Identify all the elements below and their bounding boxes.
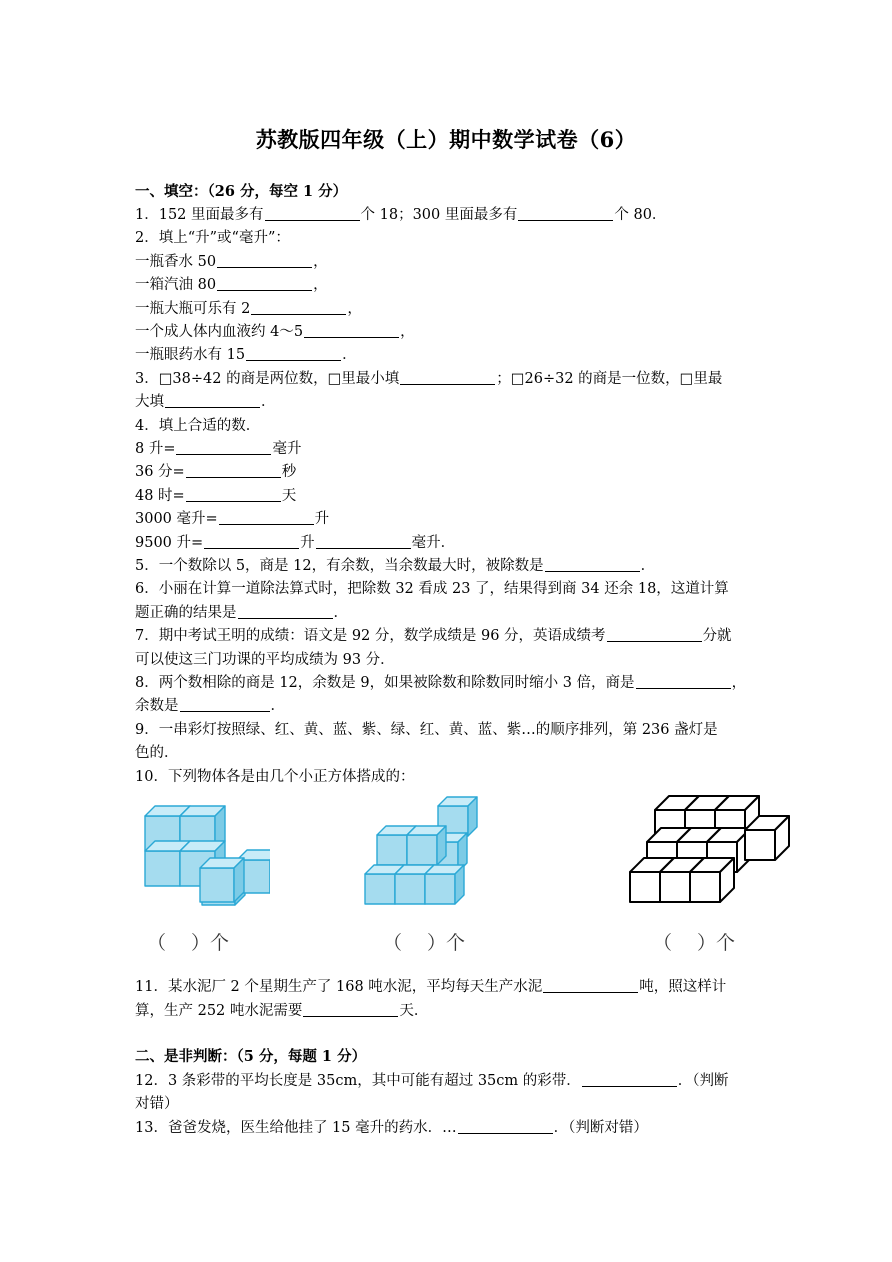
answer-blank[interactable] (238, 604, 333, 619)
question-2-item: 一箱汽油 80 ， (135, 277, 328, 293)
cube-face (365, 874, 395, 904)
cube-face (145, 851, 180, 886)
question-3: 3．□38÷42 的商是两位数，□里最小填 ；□26÷32 的商是一位数，□里最 (135, 371, 723, 387)
question-11-cont: 算，生产 252 吨水泥需要 天． (135, 1003, 429, 1019)
answer-blank[interactable] (582, 1072, 677, 1087)
question-6-cont: 题正确的结果是 ． (135, 605, 348, 621)
question-4-item: 36 分= 秒 (135, 464, 297, 480)
answer-blank[interactable] (251, 300, 346, 315)
cube-face (200, 868, 234, 902)
figure-2-caption: （ ）个 (383, 932, 466, 954)
answer-blank[interactable] (204, 534, 299, 549)
answer-blank[interactable] (217, 253, 312, 268)
question-9-cont: 色的． (135, 745, 179, 761)
answer-blank[interactable] (303, 1002, 398, 1017)
answer-blank[interactable] (180, 697, 270, 712)
answer-blank[interactable] (607, 627, 702, 642)
question-6: 6．小丽在计算一道除法算式时，把除数 32 看成 23 了，结果得到商 34 还余 18，这道计算 (135, 581, 729, 597)
question-9: 9．一串彩灯按照绿、红、黄、蓝、紫、绿、红、黄、蓝、紫…的顺序排列，第 236 盏灯是 (135, 722, 718, 738)
cube-face (377, 835, 407, 865)
figure-1-caption: （ ）个 (147, 932, 230, 954)
answer-blank[interactable] (217, 276, 312, 291)
question-5: 5．一个数除以 5，商是 12，有余数，当余数最大时，被除数是 ． (135, 558, 656, 574)
answer-blank[interactable] (400, 370, 495, 385)
section-fill-blank-heading: 一、填空：（26 分，每空 1 分） (135, 183, 348, 200)
question-8: 8．两个数相除的商是 12，余数是 9，如果被除数和除数同时缩小 3 倍，商是 ， (135, 675, 747, 691)
question-13: 13．爸爸发烧，医生给他挂了 15 毫升的药水．… ．（判断对错） (135, 1120, 648, 1136)
figure-3-caption: （ ）个 (653, 932, 736, 954)
question-12: 12．3 条彩带的平均长度是 35cm，其中可能有超过 35cm 的彩带． ．（判断 (135, 1073, 729, 1089)
answer-blank[interactable] (304, 323, 399, 338)
cube-face (407, 835, 437, 865)
question-4-item: 8 升= 毫升 (135, 441, 302, 457)
cube-figures (135, 790, 790, 955)
question-1: 1．152 里面最多有 个 18；300 里面最多有 个 80． (135, 207, 667, 223)
page-title: 苏教版四年级（上）期中数学试卷（6） (255, 127, 637, 152)
question-4-item: 48 时= 天 (135, 488, 297, 504)
answer-blank[interactable] (636, 674, 731, 689)
question-3-cont: 大填 ． (135, 394, 276, 410)
cube-figure-3 (625, 790, 795, 915)
answer-blank[interactable] (316, 534, 411, 549)
answer-blank[interactable] (543, 978, 638, 993)
answer-blank[interactable] (246, 346, 341, 361)
cube-face (690, 872, 720, 902)
answer-blank[interactable] (458, 1119, 553, 1134)
question-2-item: 一瓶大瓶可乐有 2 ， (135, 301, 362, 317)
answer-blank[interactable] (219, 510, 314, 525)
question-4-item: 9500 升= 升 毫升． (135, 535, 456, 551)
question-7: 7．期中考试王明的成绩：语文是 92 分，数学成绩是 96 分，英语成绩考 分就 (135, 628, 732, 644)
question-11: 11．某水泥厂 2 个星期生产了 168 吨水泥，平均每天生产水泥 吨，照这样计 (135, 979, 727, 995)
question-2-item: 一瓶香水 50 ， (135, 254, 328, 270)
cube-face (745, 830, 775, 860)
question-12-cont: 对错） (135, 1096, 179, 1112)
section-judgement-heading: 二、是非判断：（5 分，每题 1 分） (135, 1048, 367, 1065)
question-2: 2．填上“升”或“毫升”： (135, 230, 290, 246)
cube-face (395, 874, 425, 904)
answer-blank[interactable] (265, 206, 360, 221)
answer-blank[interactable] (186, 463, 281, 478)
answer-blank[interactable] (165, 393, 260, 408)
cube-figure-1 (140, 790, 270, 915)
answer-blank[interactable] (176, 440, 271, 455)
question-4-item: 3000 毫升= 升 (135, 511, 330, 527)
question-2-item: 一个成人体内血液约 4～5 ， (135, 324, 415, 340)
question-4: 4．填上合适的数． (135, 418, 261, 434)
answer-blank[interactable] (186, 487, 281, 502)
question-7-cont: 可以使这三门功课的平均成绩为 93 分． (135, 652, 395, 668)
question-10: 10．下列物体各是由几个小正方体搭成的： (135, 769, 415, 785)
question-8-cont: 余数是 ． (135, 698, 285, 714)
question-2-item: 一瓶眼药水有 15 ． (135, 347, 357, 363)
cube-face (425, 874, 455, 904)
answer-blank[interactable] (518, 206, 613, 221)
cube-face (630, 872, 660, 902)
answer-blank[interactable] (545, 557, 640, 572)
cube-face (660, 872, 690, 902)
cube-figure-2 (360, 790, 490, 915)
